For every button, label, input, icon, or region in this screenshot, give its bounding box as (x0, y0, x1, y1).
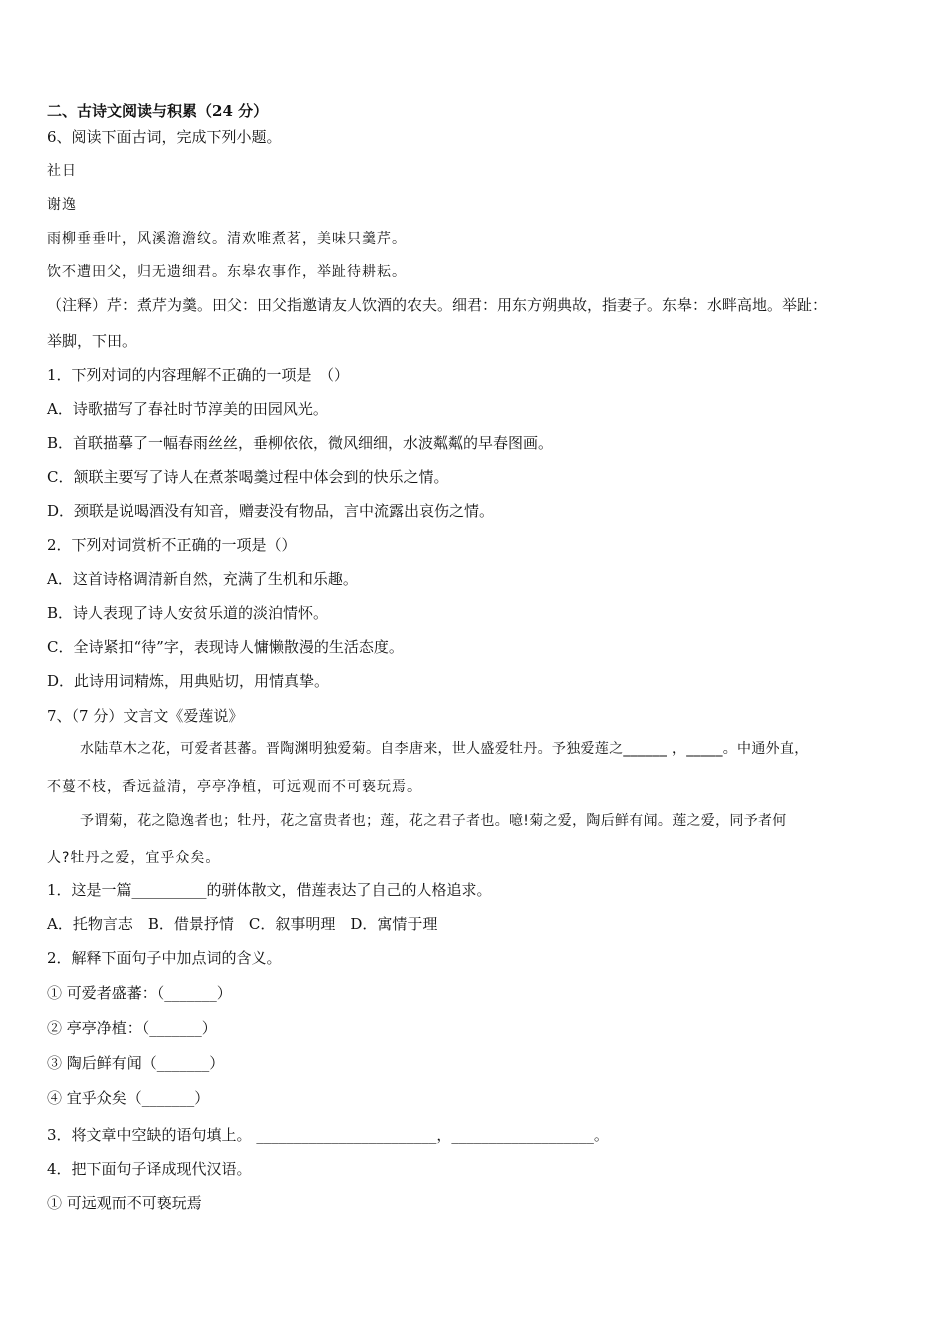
question-text: 3．将文章中空缺的语句填上。 ________________________，___________________。 (47, 1126, 609, 1144)
question-text: 1．下列对词的内容理解不正确的一项是 （） (47, 366, 350, 384)
poem-author: 谢逸 (47, 197, 77, 213)
poem-line: 雨柳垂垂叶，风溪澹澹纹。清欢唯煮茗，美味只羹芹。 (47, 231, 407, 247)
q6-intro: 6、阅读下面古词，完成下列小题。 (47, 128, 282, 146)
poem-title: 社日 (47, 163, 77, 179)
option-b: B．诗人表现了诗人安贫乐道的淡泊情怀。 (47, 604, 329, 622)
note-text: （注释）芹：煮芹为羹。田父：田父指邀请友人饮酒的农夫。细君：用东方朔典故，指妻子。东皋：水畔高地。举趾： (47, 296, 828, 314)
sub-item: ① 可爱者盛蕃：（_______） (47, 984, 232, 1002)
passage-line: 水陆草木之花，可爱者甚蕃。晋陶渊明独爱菊。自李唐来，世人盛爱牡丹。予独爱莲之______ ，_____。中通外直， (80, 741, 809, 757)
option-b: B．首联描摹了一幅春雨丝丝，垂柳依依，微风细细，水波粼粼的早春图画。 (47, 434, 554, 452)
option-list: A．托物言志 B．借景抒情 C．叙事明理 D．寓情于理 (47, 915, 438, 933)
question-text: 2．下列对词赏析不正确的一项是（） (47, 536, 297, 554)
sub-item: ③ 陶后鲜有闻（_______） (47, 1054, 225, 1072)
sub-item: ④ 宜乎众矣（_______） (47, 1089, 210, 1107)
option-d: D．颈联是说喝酒没有知音，赠妻没有物品，言中流露出哀伤之情。 (47, 502, 495, 520)
option-a: A．诗歌描写了春社时节淳美的田园风光。 (47, 400, 328, 418)
option-c: C．全诗紧扣“待”字，表现诗人慵懒散漫的生活态度。 (47, 638, 404, 656)
question-text: 4．把下面句子译成现代汉语。 (47, 1160, 252, 1178)
q7-intro: 7、（7 分）文言文《爱莲说》 (47, 707, 244, 725)
option-c: C．颔联主要写了诗人在煮茶喝羹过程中体会到的快乐之情。 (47, 468, 449, 486)
question-text: 1．这是一篇__________的骈体散文，借莲表达了自己的人格追求。 (47, 881, 492, 899)
passage-line: 不蔓不枝，香远益清，亭亭净植，可远观而不可亵玩焉。 (47, 779, 422, 795)
note-text: 举脚，下田。 (47, 332, 138, 350)
passage-line: 人?牡丹之爱，宜乎众矣。 (47, 850, 221, 866)
sub-item: ① 可远观而不可亵玩焉 (47, 1194, 202, 1212)
section-title: 二、古诗文阅读与积累（24 分） (47, 102, 269, 120)
option-d: D．此诗用词精炼，用典贴切，用情真挚。 (47, 672, 330, 690)
option-a: A．这首诗格调清新自然，充满了生机和乐趣。 (47, 570, 358, 588)
passage-line: 予谓菊，花之隐逸者也；牡丹，花之富贵者也；莲，花之君子者也。噫!菊之爱，陶后鲜有闻。莲之爱，同予者何 (80, 813, 787, 829)
question-text: 2．解释下面句子中加点词的含义。 (47, 949, 282, 967)
poem-line: 饮不遭田父，归无遗细君。东皋农事作，举趾待耕耘。 (47, 264, 407, 280)
sub-item: ② 亭亭净植：（_______） (47, 1019, 217, 1037)
